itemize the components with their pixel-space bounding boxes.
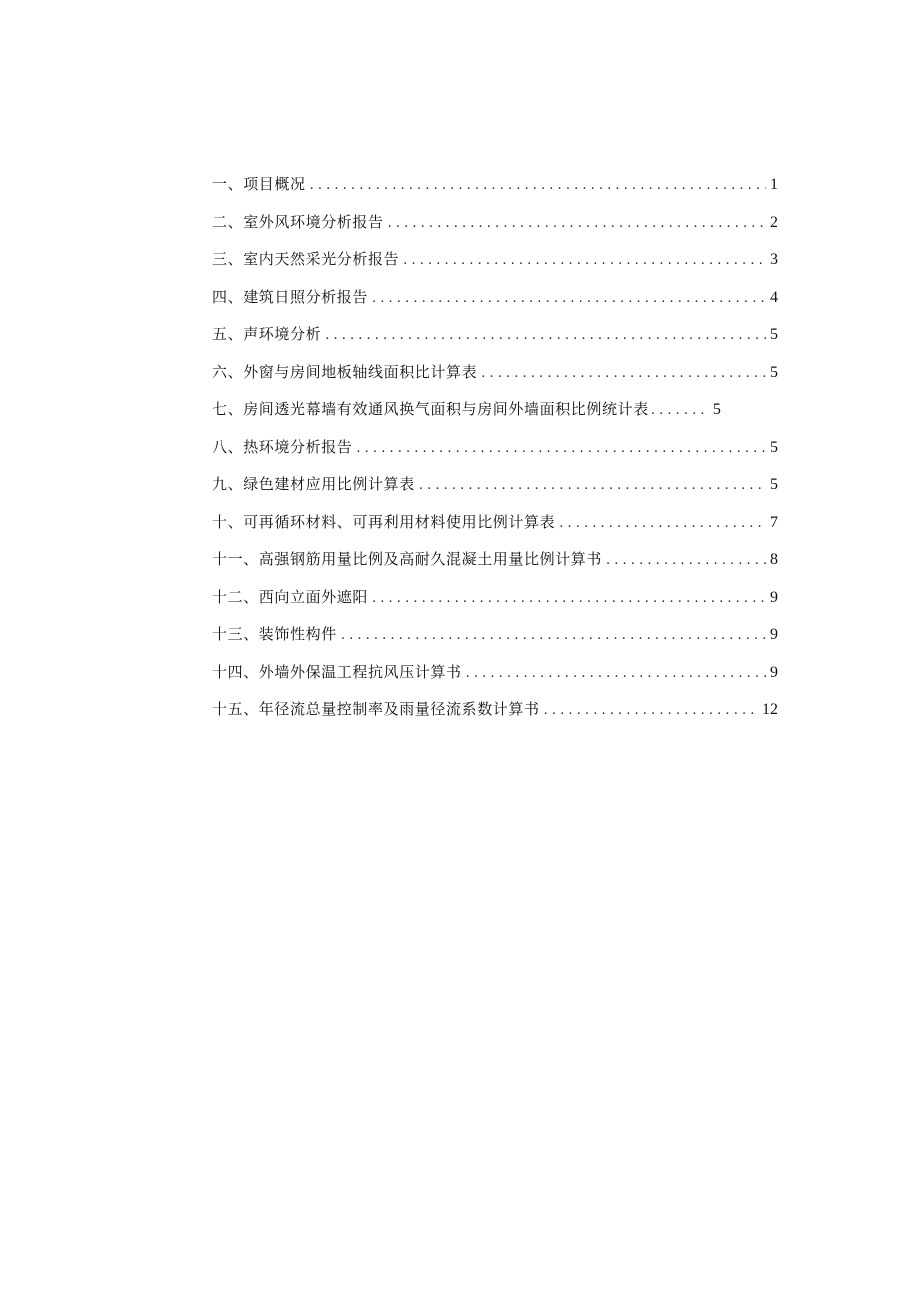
table-of-contents [212,173,778,736]
toc-entry-title: 七、房间透光幕墙有效通风换气面积与房间外墙面积比例统计表 [212,400,649,418]
toc-entry[interactable] [212,173,778,211]
toc-entry[interactable] [212,211,778,249]
toc-entry-title: 十五、年径流总量控制率及雨量径流系数计算书 [212,700,540,718]
toc-dot-leader [466,663,766,685]
toc-entry-title: 十、可再循环材料、可再利用材料使用比例计算表 [212,512,556,531]
toc-dot-leader [559,513,766,535]
toc-entry-title: 二、室外风环境分析报告 [212,212,384,231]
toc-entry-page: 5 [770,438,778,456]
toc-entry-page: 2 [770,213,778,231]
toc-entry-page: 1 [770,176,778,193]
toc-dot-leader [651,400,709,422]
toc-dot-leader [544,700,758,722]
toc-entry-page: 12 [762,701,778,718]
toc-entry-page: 5 [770,363,778,381]
toc-entry-page: 7 [770,513,778,531]
toc-dot-leader [341,625,766,647]
toc-entry-page: 8 [770,551,778,568]
toc-entry-title: 一、项目概况 [212,175,306,193]
toc-dot-leader [388,213,766,235]
toc-dot-leader [481,363,766,385]
toc-entry-page: 4 [770,288,778,306]
toc-dot-leader [356,438,766,460]
toc-entry[interactable] [212,398,768,436]
toc-entry-page: 5 [770,476,778,493]
toc-entry-title: 三、室内天然采光分析报告 [212,250,400,268]
toc-entry-title: 九、绿色建材应用比例计算表 [212,475,415,493]
toc-entry[interactable] [212,623,778,661]
toc-entry-title: 六、外窗与房间地板轴线面积比计算表 [212,362,478,381]
toc-entry-page: 5 [770,326,778,343]
toc-entry-title: 五、声环境分析 [212,325,322,343]
toc-entry-page: 9 [770,626,778,643]
toc-entry[interactable] [212,661,778,699]
toc-dot-leader [403,250,766,272]
toc-entry-page: 3 [770,251,778,268]
toc-entry-page: 5 [712,401,721,418]
toc-entry[interactable] [212,586,778,624]
toc-dot-leader [325,325,766,347]
toc-entry[interactable] [212,548,778,586]
toc-entry-page: 9 [770,663,778,681]
toc-dot-leader [419,475,766,497]
toc-entry[interactable] [212,361,778,399]
toc-entry-title: 八、热环境分析报告 [212,437,353,456]
toc-dot-leader [606,550,766,572]
toc-entry-title: 十三、装饰性构件 [212,625,337,643]
toc-entry-page: 9 [770,588,778,606]
toc-entry-title: 十四、外墙外保温工程抗风压计算书 [212,662,462,681]
toc-entry[interactable] [212,248,778,286]
toc-dot-leader [310,175,766,197]
toc-entry[interactable] [212,473,778,511]
toc-entry[interactable] [212,436,778,474]
toc-entry[interactable] [212,698,778,736]
toc-entry[interactable] [212,511,778,549]
toc-entry-title: 四、建筑日照分析报告 [212,287,369,306]
toc-entry[interactable] [212,323,778,361]
toc-entry-title: 十二、西向立面外遮阳 [212,587,369,606]
toc-entry[interactable] [212,286,778,324]
toc-dot-leader [372,288,766,310]
toc-entry-title: 十一、高强钢筋用量比例及高耐久混凝土用量比例计算书 [212,550,603,568]
toc-dot-leader [372,588,766,610]
